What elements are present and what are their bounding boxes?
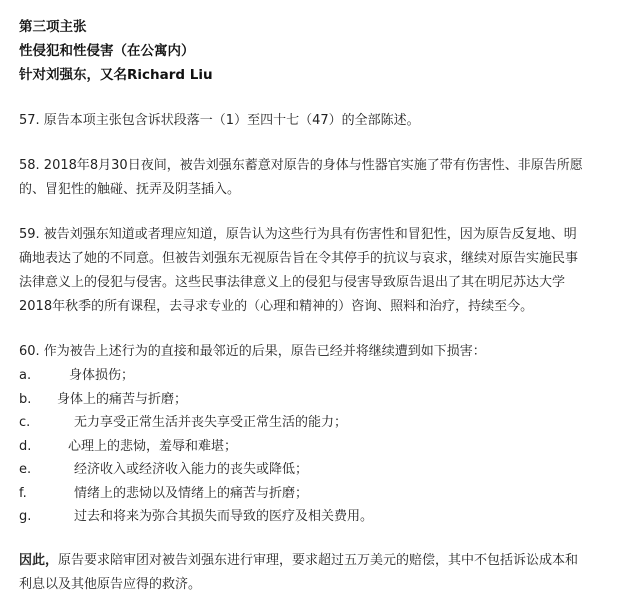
paragraph-59-line-3: 法律意义上的侵犯与侵害。这些民事法律意义上的侵犯与侵害导致原告退出了其在明尼苏达大学 xyxy=(19,275,566,290)
list-item-letter: b. xyxy=(19,391,32,407)
paragraph-59 xyxy=(19,223,631,319)
list-item xyxy=(19,482,631,506)
list-item xyxy=(19,505,631,529)
list-item-text: 经济收入或经济收入能力的丧失或降低； xyxy=(74,462,309,477)
paragraph-60: 60. 作为被告上述行为的直接和最邻近的后果，原告已经并将继续遭到如下损害： xyxy=(19,344,486,359)
damages-list xyxy=(19,364,631,529)
paragraph-57: 57. 原告本项主张包含诉状段落一（1）至四十七（47）的全部陈述。 xyxy=(19,113,420,128)
list-item xyxy=(19,458,631,482)
list-item-text: 心理上的悲恸，羞辱和难堪； xyxy=(68,438,238,454)
paragraph-58 xyxy=(19,154,631,202)
claim-subtitle: 性侵犯和性侵害（在公寓内） xyxy=(19,43,195,59)
list-item-letter: c. xyxy=(19,415,31,430)
conclusion-line-2: 利息以及其他原告应得的救济。 xyxy=(19,576,202,592)
list-item-text: 情绪上的悲恸以及情绪上的痛苦与折磨； xyxy=(74,485,309,501)
document-body xyxy=(19,0,631,597)
conclusion-line-1-rest: 原告要求陪审团对被告刘强东进行审理，要求超过五万美元的赔偿，其中不包括诉讼成本和 xyxy=(58,552,579,568)
paragraph-58-line-1: 58. 2018年8月30日夜间，被告刘强东蓄意对原告的身体与性器官实施了带有伤害性、非原告所愿 xyxy=(19,158,583,173)
list-item xyxy=(19,364,631,388)
conclusion-paragraph xyxy=(19,549,631,597)
list-item-letter: g. xyxy=(19,509,32,524)
list-item-text: 身体损伤； xyxy=(69,368,135,383)
list-item-text: 无力享受正常生活并丧失享受正常生活的能力； xyxy=(74,415,348,430)
claim-defendant: 针对刘强东，又名Richard Liu xyxy=(19,67,213,83)
paragraph-59-line-4: 2018年秋季的所有课程，去寻求专业的（心理和精神的）咨询、照料和治疗，持续至今。 xyxy=(19,299,534,314)
conclusion-line-1 xyxy=(19,549,631,573)
list-item-letter: d. xyxy=(19,438,32,454)
conclusion-lead: 因此， xyxy=(19,552,59,568)
claim-title: 第三项主张 xyxy=(19,19,87,35)
paragraph-59-line-2: 确地表达了她的不同意。但被告刘强东无视原告旨在令其停手的抗议与哀求，继续对原告实施民事 xyxy=(19,251,579,266)
list-item-letter: a. xyxy=(19,368,32,383)
list-item xyxy=(19,388,631,412)
paragraph-58-line-2: 的、冒犯性的触碰、抚弄及阴茎插入。 xyxy=(19,182,241,197)
list-item-text: 身体上的痛苦与折磨； xyxy=(57,391,188,407)
list-item xyxy=(19,435,631,459)
paragraph-59-line-1: 59. 被告刘强东知道或者理应知道，原告认为这些行为具有伤害性和冒犯性，因为原告反复地、明 xyxy=(19,227,577,242)
list-item xyxy=(19,411,631,435)
list-item-letter: f. xyxy=(19,485,27,501)
list-item-text: 过去和将来为弥合其损失而导致的医疗及相关费用。 xyxy=(74,509,374,524)
list-item-letter: e. xyxy=(19,462,32,477)
